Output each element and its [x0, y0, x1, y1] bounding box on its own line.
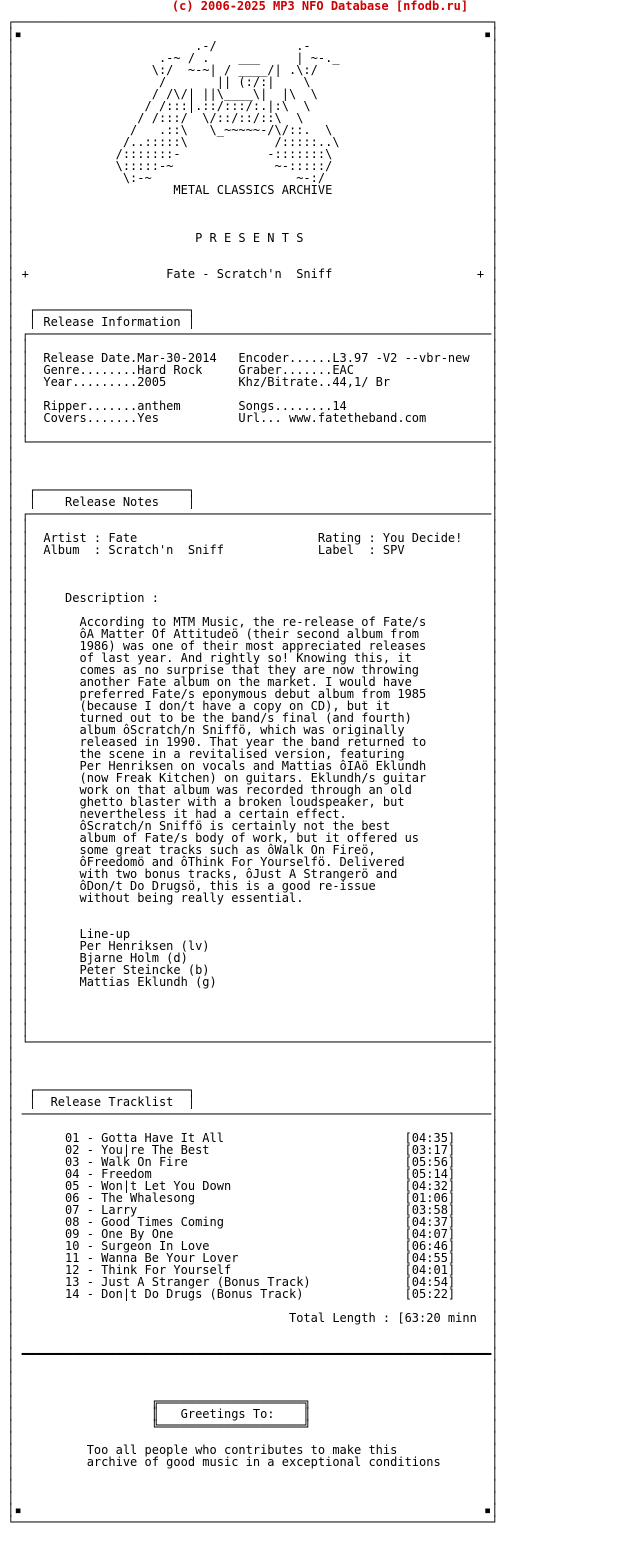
box-line: │ │ │: [0, 915, 499, 929]
blank-line: │ │: [0, 1359, 499, 1373]
greetings-line: │ Too all people who contributes to make this │: [0, 1443, 499, 1457]
lineup-line: │ │ Mattias Eklundh (g) │: [0, 975, 499, 989]
archive-caption: │ METAL CLASSICS ARCHIVE │: [0, 183, 499, 197]
box-line: │ │ │: [0, 999, 499, 1013]
lineup-label: │ │ Line-up │: [0, 927, 499, 941]
frame-corner-marks: │▪ ▪│: [0, 27, 499, 41]
site-credit: (c) 2006-2025 MP3 NFO Database [nfodb.ru]: [171, 0, 469, 13]
blank-line: │ │: [0, 1059, 499, 1073]
description-line: │ │ According to MTM Music, the re-release of Fate/s │: [0, 615, 499, 629]
description-line: │ │ some great tracks such as ôWalk On Fireö, │: [0, 843, 499, 857]
ascii-art-line: │ .-~ / . ___ | ~-._ │: [0, 51, 499, 65]
track-line: │ 14 - Don|t Do Drugs (Bonus Track) [05:22] │: [0, 1287, 499, 1301]
box-line: │ │ │: [0, 987, 499, 1001]
lineup-line: │ │ Peter Steincke (b) │: [0, 963, 499, 977]
blank-line: │ │: [0, 219, 499, 233]
blank-line: │ │: [0, 1467, 499, 1481]
description-line: │ │ ôDon/t Do Drugsö, this is a good re-issue │: [0, 879, 499, 893]
frame-corner-marks: │▪ ▪│: [0, 1503, 499, 1517]
ascii-art-line: │ / || (:/:| \ │: [0, 75, 499, 89]
blank-line: │ │: [0, 1323, 499, 1337]
track-line: │ 13 - Just A Stranger (Bonus Track) [04:54] │: [0, 1275, 499, 1289]
blank-line: │ │: [0, 1491, 499, 1505]
track-line: │ 04 - Freedom [05:14] │: [0, 1167, 499, 1181]
blank-line: │ │: [0, 459, 499, 473]
description-line: │ │ another Fate album on the market. I would have │: [0, 675, 499, 689]
blank-line: │ │: [0, 447, 499, 461]
description-line: │ │ album of Fate/s body of work, but it offered us │: [0, 831, 499, 845]
greetings-box-top: │ ╔════════════════════╗ │: [0, 1395, 499, 1409]
blank-line: │ │: [0, 243, 499, 257]
blank-line: │ │: [0, 1383, 499, 1397]
track-line: │ 07 - Larry [03:58] │: [0, 1203, 499, 1217]
track-line: │ 03 - Walk On Fire [05:56] │: [0, 1155, 499, 1169]
track-line: │ 06 - The Whalesong [01:06] │: [0, 1191, 499, 1205]
box-line: │ │ │: [0, 567, 499, 581]
blank-line: │ │: [0, 195, 499, 209]
box-line: │ │ │: [0, 387, 499, 401]
description-line: │ │ of last year. And rightly so! Knowing this, it │: [0, 651, 499, 665]
box-line: │ │ │: [0, 339, 499, 353]
ascii-art-line: │ /:::::::- -:::::::\ │: [0, 147, 499, 161]
track-line: │ 05 - Won|t Let You Down [04:32] │: [0, 1179, 499, 1193]
lineup-line: │ │ Bjarne Holm (d) │: [0, 951, 499, 965]
section-box-top: │ ┌────────────────────────────────────────────────────────────────│: [0, 327, 499, 341]
box-line: │ │ │: [0, 1023, 499, 1037]
heavy-divider: │ ━━━━━━━━━━━━━━━━━━━━━━━━━━━━━━━━━━━━━━━━━━━━━━━━━━━━━━━━━━━━━━━━━│: [0, 1347, 499, 1361]
description-line: │ │ the scene in a revitalised version, featuring │: [0, 747, 499, 761]
greetings-box-bottom: │ ╚════════════════════╝ │: [0, 1419, 499, 1433]
blank-line: │ │: [0, 255, 499, 269]
description-line: │ │ nevertheless it had a certain effect. │: [0, 807, 499, 821]
section-box-bottom: │ └────────────────────────────────────────────────────────────────│: [0, 435, 499, 449]
description-line: │ │ ghetto blaster with a broken loudspeaker, but │: [0, 795, 499, 809]
info-line: │ │ Year.........2005 Khz/Bitrate..44,1/ Br │: [0, 375, 499, 389]
box-line: │ │ │: [0, 519, 499, 533]
blank-line: │ │: [0, 1371, 499, 1385]
blank-line: │ │: [0, 1431, 499, 1445]
description-line: │ │ without being really essential. │: [0, 891, 499, 905]
blank-line: │ │: [0, 471, 499, 485]
info-line: │ │ Release Date.Mar-30-2014 Encoder......L3.97 -V2 --vbr-new │: [0, 351, 499, 365]
nfo-document: [0, 16, 640, 1556]
section-tab-top: │ ┌─────────────────────┐ │: [0, 1083, 499, 1097]
section-tab-top: │ ┌─────────────────────┐ │: [0, 483, 499, 497]
info-line: │ │ Ripper.......anthem Songs........14 │: [0, 399, 499, 413]
description-line: │ │ ôA Matter Of Attitudeö (their second album from │: [0, 627, 499, 641]
notes-line: │ │ Artist : Fate Rating : You Decide! │: [0, 531, 499, 545]
track-line: │ 10 - Surgeon In Love [06:46] │: [0, 1239, 499, 1253]
description-line: │ │ work on that album was recorded through an old │: [0, 783, 499, 797]
frame-bottom: └──────────────────────────────────────────────────────────────────┘: [0, 1515, 499, 1529]
ascii-art-line: │ / /:::/ \/::/::/::\ \ │: [0, 111, 499, 125]
blank-line: │ │: [0, 1071, 499, 1085]
lineup-line: │ │ Per Henriksen (lv) │: [0, 939, 499, 953]
section-rule: │ ─────────────────────────────────────────────────────────────────│: [0, 1107, 499, 1121]
description-line: │ │ (because I don/t have a copy on CD), but it │: [0, 699, 499, 713]
track-line: │ 02 - You|re The Best [03:17] │: [0, 1143, 499, 1157]
section-heading-release-information: │ │ Release Information │ │: [0, 315, 499, 329]
description-line: │ │ released in 1990. That year the band returned to │: [0, 735, 499, 749]
total-length: │ Total Length : [63:20 minn │: [0, 1311, 499, 1325]
section-tab-top: │ ┌─────────────────────┐ │: [0, 303, 499, 317]
description-label: │ │ Description : │: [0, 591, 499, 605]
ascii-art-line: │ /..:::::\ /:::::..\ │: [0, 135, 499, 149]
description-line: │ │ comes as no surprise that they are now throwing │: [0, 663, 499, 677]
description-line: │ │ album ôScratch/n Sniffö, which was originally │: [0, 723, 499, 737]
description-line: │ │ with two bonus tracks, ôJust A Strangerö and │: [0, 867, 499, 881]
blank-line: │ │: [0, 1119, 499, 1133]
track-line: │ 12 - Think For Yourself [04:01] │: [0, 1263, 499, 1277]
blank-line: │ │: [0, 1479, 499, 1493]
box-line: │ │ │: [0, 423, 499, 437]
section-heading-release-tracklist: │ │ Release Tracklist │ │: [0, 1095, 499, 1109]
track-line: │ 08 - Good Times Coming [04:37] │: [0, 1215, 499, 1229]
greetings-line: │ archive of good music in a exceptional conditions │: [0, 1455, 499, 1469]
ascii-art-line: │ .-/ .- │: [0, 39, 499, 53]
box-line: │ │ │: [0, 555, 499, 569]
box-line: │ │ │: [0, 903, 499, 917]
box-line: │ │ │: [0, 1011, 499, 1025]
section-box-top: │ ┌────────────────────────────────────────────────────────────────│: [0, 507, 499, 521]
section-heading-release-notes: │ │ Release Notes │ │: [0, 495, 499, 509]
description-line: │ │ 1986) was one of their most appreciated releases │: [0, 639, 499, 653]
blank-line: │ │: [0, 279, 499, 293]
track-line: │ 09 - One By One [04:07] │: [0, 1227, 499, 1241]
box-line: │ │ │: [0, 603, 499, 617]
blank-line: │ │: [0, 291, 499, 305]
presents-heading: │ P R E S E N T S │: [0, 231, 499, 245]
description-line: │ │ turned out to be the band/s final (and fourth) │: [0, 711, 499, 725]
greetings-heading: │ ║ Greetings To: ║ │: [0, 1407, 499, 1421]
ascii-art-line: │ / .::\ \_~~~~~-/\/::. \ │: [0, 123, 499, 137]
blank-line: │ │: [0, 1335, 499, 1349]
blank-line: │ │: [0, 1047, 499, 1061]
ascii-art-line: │ / /\/| ||\____\| |\ \ │: [0, 87, 499, 101]
ascii-art-line: │ \:/ ~-~| / ____/| .\:/ │: [0, 63, 499, 77]
blank-line: │ │: [0, 207, 499, 221]
ascii-art-line: │ \:-~ ~-:/ │: [0, 171, 499, 185]
description-line: │ │ (now Freak Kitchen) on guitars. Eklundh/s guitar │: [0, 771, 499, 785]
notes-line: │ │ Album : Scratch'n Sniff Label : SPV │: [0, 543, 499, 557]
track-line: │ 11 - Wanna Be Your Lover [04:55] │: [0, 1251, 499, 1265]
ascii-art-line: │ \:::::-~ ~-:::::/ │: [0, 159, 499, 173]
info-line: │ │ Genre........Hard Rock Graber.......EAC │: [0, 363, 499, 377]
ascii-art-line: │ / /:::|.::/:::/:.|:\ \ │: [0, 99, 499, 113]
description-line: │ │ Per Henriksen on vocals and Mattias ôIAö Eklundh │: [0, 759, 499, 773]
blank-line: │ │: [0, 1299, 499, 1313]
description-line: │ │ preferred Fate/s eponymous debut album from 1985 │: [0, 687, 499, 701]
info-line: │ │ Covers.......Yes Url... www.fatetheband.com │: [0, 411, 499, 425]
description-line: │ │ ôFreedomö and ôThink For Yourselfö. Delivered │: [0, 855, 499, 869]
box-line: │ │ │: [0, 579, 499, 593]
track-line: │ 01 - Gotta Have It All [04:35] │: [0, 1131, 499, 1145]
description-line: │ │ ôScratch/n Sniffö is certainly not the best │: [0, 819, 499, 833]
section-box-bottom: │ └────────────────────────────────────────────────────────────────│: [0, 1035, 499, 1049]
release-title: │ + Fate - Scratch'n Sniff + │: [0, 267, 499, 281]
frame-top: ┌──────────────────────────────────────────────────────────────────┐: [0, 16, 499, 29]
